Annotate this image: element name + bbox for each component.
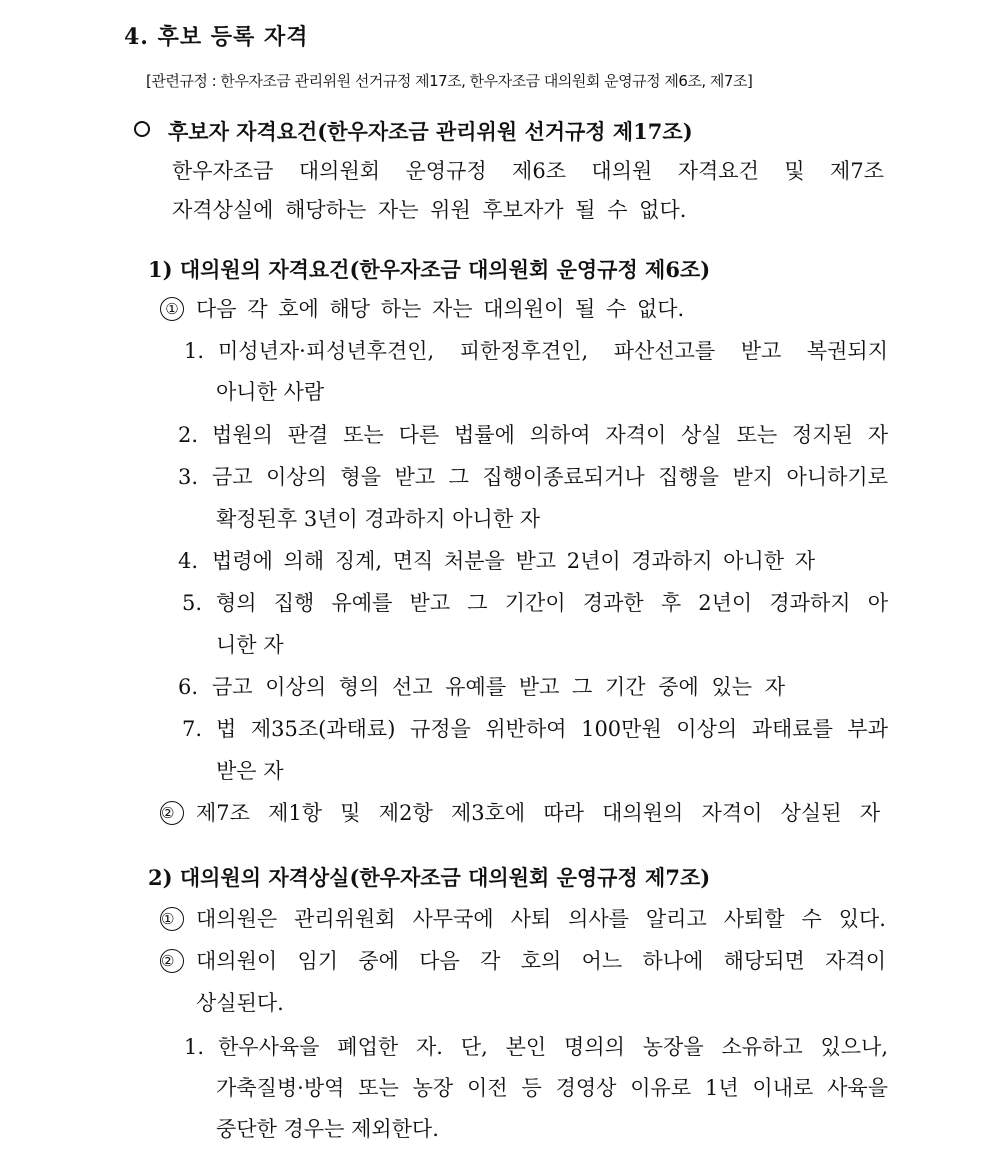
clause-3: 3. 금고 이상의 형을 받고 그 집행이종료되거나 집행을 받지 아니하기로	[178, 465, 888, 489]
subsection-2-heading: 2) 대의원의 자격상실(한우자조금 대의원회 운영규정 제7조)	[148, 865, 711, 890]
sub2-clause-1-cont: 가축질병·방역 또는 농장 이전 등 경영상 이유로 1년 이내로 사육을	[216, 1076, 888, 1100]
clause-7: 7. 법 제35조(과태료) 규정을 위반하여 100만원 이상의 과태료를 부과	[182, 717, 888, 741]
related-regulations-note: [관련규정 : 한우자조금 관리위원 선거규정 제17조, 한우자조금 대의원회 운영규정 제6조, 제7조]	[146, 72, 753, 90]
clause-5: 5. 형의 집행 유예를 받고 그 기간이 경과한 후 2년이 경과하지 아	[182, 591, 888, 615]
clause-7-cont: 받은 자	[216, 759, 284, 783]
sub2-item-1: ① 대의원은 관리위원회 사무국에 사퇴 의사를 알리고 사퇴할 수 있다.	[161, 907, 886, 931]
subsection-1-heading: 1) 대의원의 자격요건(한우자조금 대의원회 운영규정 제6조)	[148, 257, 711, 282]
sub1-item-1	[160, 294, 684, 324]
sub2-item-2-cont: 상실된다.	[196, 991, 284, 1015]
circled-number-2: ②	[160, 949, 184, 973]
clause-3-cont: 확정된후 3년이 경과하지 아니한 자	[216, 507, 541, 531]
candidate-heading-text: 후보자 자격요건(한우자조금 관리위원 선거규정 제17조)	[168, 119, 693, 144]
sub1-item-2: ② 제7조 제1항 및 제2항 제3호에 따라 대의원의 자격이 상실된 자	[161, 801, 880, 825]
clause-1: 1. 미성년자·피성년후견인, 피한정후견인, 파산선고를 받고 복권되지	[184, 339, 888, 363]
circled-number-2: ②	[160, 801, 184, 825]
clause-5-cont: 니한 자	[216, 633, 284, 657]
clause-4: 4. 법령에 의해 징계, 면직 처분을 받고 2년이 경과하지 아니한 자	[178, 549, 815, 573]
sub2-item-2: ② 대의원이 임기 중에 다음 각 호의 어느 하나에 해당되면 자격이	[161, 949, 886, 973]
candidate-body-line: 자격상실에 해당하는 자는 위원 후보자가 될 수 없다.	[172, 198, 687, 222]
clause-2: 2. 법원의 판결 또는 다른 법률에 의하여 자격이 상실 또는 정지된 자	[178, 423, 888, 447]
clause-1-cont: 아니한 사람	[216, 380, 325, 404]
circled-number-1: ①	[160, 907, 184, 931]
candidate-body-line: 한우자조금 대의원회 운영규정 제6조 대의원 자격요건 및 제7조	[172, 159, 884, 183]
sub2-clause-1-cont: 중단한 경우는 제외한다.	[216, 1117, 439, 1141]
clause-6: 6. 금고 이상의 형의 선고 유예를 받고 그 기간 중에 있는 자	[178, 675, 786, 699]
sub1-item-1-text: 다음 각 호에 해당 하는 자는 대의원이 될 수 없다.	[196, 297, 685, 321]
section-title: 4. 후보 등록 자격	[124, 24, 309, 50]
circle-bullet-icon	[134, 121, 150, 137]
circled-number-1: ①	[160, 297, 184, 321]
candidate-heading	[134, 117, 693, 147]
sub2-clause-1: 1. 한우사육을 폐업한 자. 단, 본인 명의의 농장을 소유하고 있으나,	[184, 1035, 888, 1059]
